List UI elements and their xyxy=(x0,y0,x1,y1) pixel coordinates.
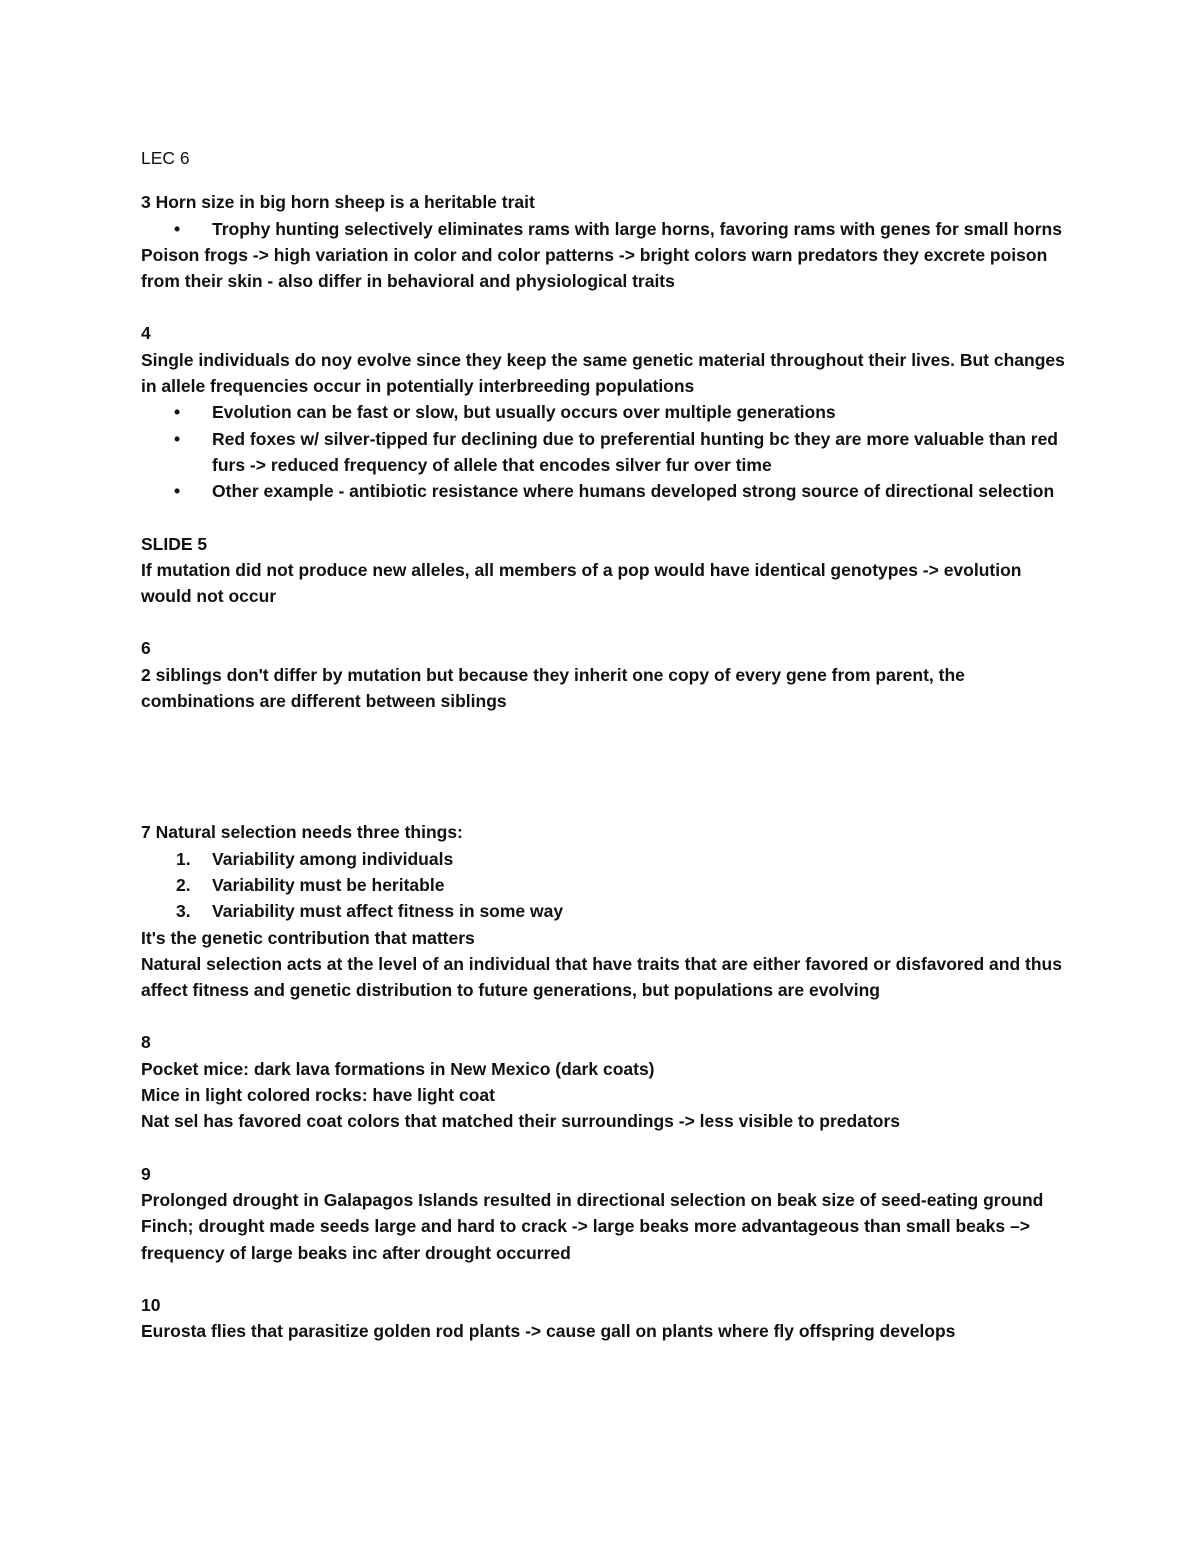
section-3-paragraph: Poison frogs -> high variation in color and color patterns -> bright colors warn predators they excrete poison from their skin - also differ in behavioral and physiological traits xyxy=(141,244,1048,292)
section-9 xyxy=(141,1161,1071,1266)
section-4-bullets xyxy=(141,399,1071,504)
bullet-icon: • xyxy=(174,218,181,239)
list-item xyxy=(141,846,1071,872)
section-9-paragraph: Prolonged drought in Galapagos Islands resulted in directional selection on beak size of seed-eating ground Finch; drought made seeds large and hard to crack -> large beaks more advantageous than small beaks –> frequency of large beaks inc after drought occurred xyxy=(141,1189,1044,1263)
bullet-icon: • xyxy=(174,481,181,502)
section-10-paragraph: Eurosta flies that parasitize golden rod plants -> cause gall on plants where fly offspring develops xyxy=(141,1321,956,1342)
list-item-text: Variability must affect fitness in some way xyxy=(212,901,564,922)
list-number: 3. xyxy=(176,901,191,922)
section-6 xyxy=(141,635,1071,714)
section-10-number: 10 xyxy=(141,1294,161,1315)
list-item-text: Variability among individuals xyxy=(212,848,454,869)
section-8-line-3: Nat sel has favored coat colors that matched their surroundings -> less visible to predators xyxy=(141,1111,901,1132)
list-item xyxy=(141,399,1071,425)
spacer xyxy=(141,1135,1071,1161)
list-item-text: Evolution can be fast or slow, but usually occurs over multiple generations xyxy=(212,402,836,423)
list-item-text: Red foxes w/ silver-tipped fur declining due to preferential hunting bc they are more valuable than red furs -> reduced frequency of allele that encodes silver fur over time xyxy=(212,428,1058,475)
section-5-number: SLIDE 5 xyxy=(141,533,208,554)
list-item-text: Other example - antibiotic resistance where humans developed strong source of directional selection xyxy=(212,481,1055,502)
section-5 xyxy=(141,531,1071,610)
list-number: 2. xyxy=(176,874,191,895)
lecture-title: LEC 6 xyxy=(141,148,190,168)
section-4-paragraph: Single individuals do noy evolve since they keep the same genetic material throughout their lives. But changes in allele frequencies occur in potentially interbreeding populations xyxy=(141,349,1065,397)
section-6-paragraph: 2 siblings don't differ by mutation but because they inherit one copy of every gene from parent, the combinations are different between siblings xyxy=(141,664,965,712)
section-3-bullets xyxy=(141,216,1071,242)
section-7 xyxy=(141,819,1071,1003)
section-4-number: 4 xyxy=(141,323,151,344)
section-5-paragraph: If mutation did not produce new alleles, all members of a pop would have identical genotypes -> evolution would not occur xyxy=(141,559,1022,607)
section-8-line-1: Pocket mice: dark lava formations in New Mexico (dark coats) xyxy=(141,1058,655,1079)
section-8-number: 8 xyxy=(141,1032,151,1053)
section-8 xyxy=(141,1029,1071,1134)
section-9-number: 9 xyxy=(141,1163,151,1184)
bullet-icon: • xyxy=(174,428,181,449)
section-10 xyxy=(141,1292,1071,1345)
section-6-number: 6 xyxy=(141,638,151,659)
list-item xyxy=(141,216,1071,242)
document-body xyxy=(141,145,1071,1344)
spacer xyxy=(141,1266,1071,1292)
section-4 xyxy=(141,320,1071,504)
spacer xyxy=(141,294,1071,320)
section-7-paragraph-2: Natural selection acts at the level of an individual that have traits that are either favored or disfavored and thus affect fitness and genetic distribution to future generations, but populations are evolving xyxy=(141,953,1062,1001)
list-item xyxy=(141,898,1071,924)
list-item-text: Variability must be heritable xyxy=(212,874,445,895)
section-7-paragraph-1: It's the genetic contribution that matters xyxy=(141,927,475,948)
list-number: 1. xyxy=(176,848,191,869)
section-3 xyxy=(141,189,1071,294)
list-item xyxy=(141,872,1071,898)
bullet-icon: • xyxy=(174,402,181,423)
spacer xyxy=(141,714,1071,819)
section-7-numbered-list xyxy=(141,846,1071,925)
section-8-line-2: Mice in light colored rocks: have light coat xyxy=(141,1085,495,1106)
list-item xyxy=(141,426,1071,479)
spacer xyxy=(141,1003,1071,1029)
spacer xyxy=(141,609,1071,635)
list-item-text: Trophy hunting selectively eliminates rams with large horns, favoring rams with genes for small horns xyxy=(212,218,1062,239)
section-3-heading: 3 Horn size in big horn sheep is a heritable trait xyxy=(141,192,535,213)
list-item xyxy=(141,478,1071,504)
spacer xyxy=(141,505,1071,531)
section-7-heading: 7 Natural selection needs three things: xyxy=(141,822,463,843)
